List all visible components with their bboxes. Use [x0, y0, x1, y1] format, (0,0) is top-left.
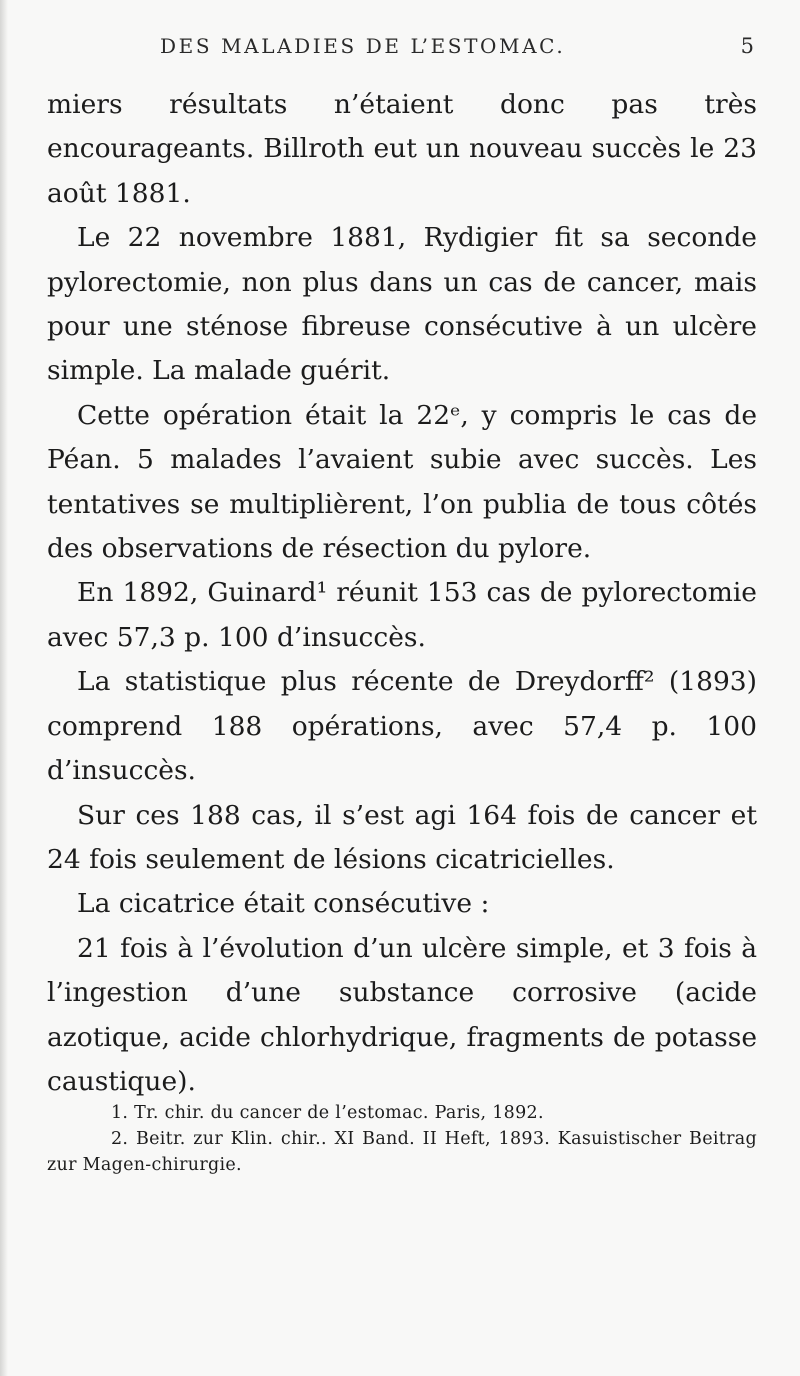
paragraph: 21 fois à l’évolution d’un ulcère simple, et 3 fois à l’ingestion d’une substance corrosive (acide azotique, acide chlorhydrique, fragments de potasse caustique). [47, 932, 757, 1097]
page-number: 5 [740, 34, 754, 58]
paragraph-continuation: miers résultats n’étaient donc pas très encourageants. Billroth eut un nouveau succès le 23 août 1881. [47, 89, 757, 209]
footnote [47, 1126, 757, 1178]
running-title: DES MALADIES DE L’ESTOMAC. [160, 34, 566, 58]
body-text [47, 83, 757, 1104]
footnote-text: Beitr. zur Klin. chir.. XI Band. II Heft, 1893. Kasuistischer Beitrag zur Magen-chirurgie. [47, 1129, 757, 1175]
paragraph: La cicatrice était consécutive : [77, 888, 490, 920]
footnote-text: Tr. chir. du cancer de l’estomac. Paris, 1892. [134, 1103, 544, 1123]
footnote [47, 1100, 757, 1126]
paragraph: La statistique plus récente de Dreydorff² (1893) comprend 188 opérations, avec 57,4 p. 100 d’insuccès. [47, 666, 757, 787]
paragraph: En 1892, Guinard¹ réunit 153 cas de pylorectomie avec 57,3 p. 100 d’insuccès. [47, 577, 757, 653]
paragraph: Cette opération était la 22ᵉ, y compris le cas de Péan. 5 malades l’avaient subie avec succès. Les tentatives se multiplièrent, l’on publia de tous côtés des observations de résection du pylore. [47, 399, 757, 565]
page-edge-shadow [0, 0, 8, 1376]
footnotes [47, 1100, 757, 1178]
paragraph: Sur ces 188 cas, il s’est agi 164 fois de cancer et 24 fois seulement de lésions cicatricielles. [47, 799, 757, 875]
paragraph: Le 22 novembre 1881, Rydigier fit sa seconde pylorectomie, non plus dans un cas de cancer, mais pour une sténose fibreuse consécutive à un ulcère simple. La malade guérit. [47, 222, 757, 387]
footnote-number: 2. [111, 1129, 129, 1149]
footnote-number: 1. [111, 1103, 129, 1123]
